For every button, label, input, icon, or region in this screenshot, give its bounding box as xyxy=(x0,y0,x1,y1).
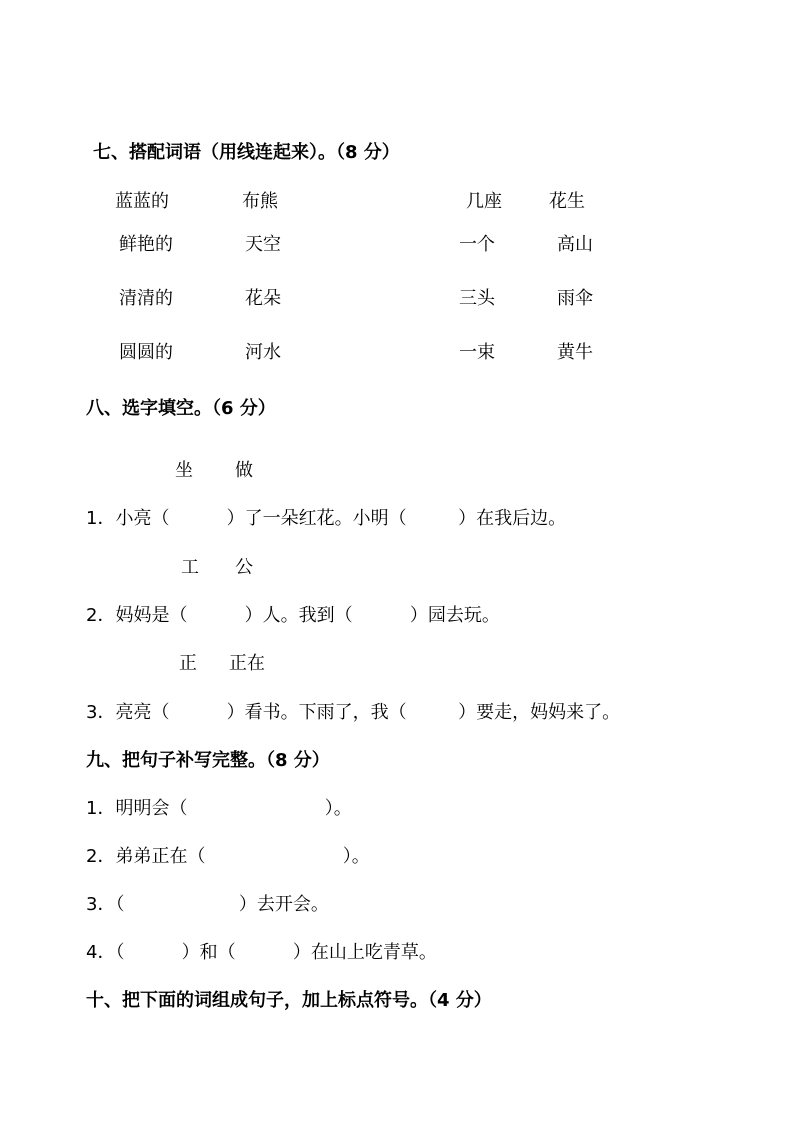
match-word-measure-1: 几座 xyxy=(466,191,502,212)
match-word-adj-3: 清清的 xyxy=(119,288,173,309)
complete-sentence-2: 2．弟弟正在（ ）。 xyxy=(86,846,370,867)
complete-sentence-1: 1．明明会（ ）。 xyxy=(86,798,352,819)
match-word-adj-2: 鲜艳的 xyxy=(119,234,173,255)
q3-option-a: 正 xyxy=(179,653,197,674)
match-word-noun-3: 花朵 xyxy=(245,288,281,309)
match-word-measure-2: 一个 xyxy=(459,234,495,255)
match-word-measure-3: 三头 xyxy=(459,288,495,309)
match-word-adj-1: 蓝蓝的 xyxy=(115,191,169,212)
complete-sentence-3: 3．（ ）去开会。 xyxy=(86,894,329,915)
q3-sentence: 3．亮亮（ ）看书。下雨了，我（ ）要走，妈妈来了。 xyxy=(86,702,621,723)
section9-heading: 九、把句子补写完整。（8 分） xyxy=(86,750,330,771)
q1-sentence: 1．小亮（ ）了一朵红花。小明（ ）在我后边。 xyxy=(86,508,567,529)
section8-heading: 八、选字填空。（6 分） xyxy=(86,398,276,419)
match-word-measure-4: 一束 xyxy=(459,342,495,363)
section10-heading: 十、把下面的词组成句子，加上标点符号。（4 分） xyxy=(86,990,492,1011)
q3-option-b: 正在 xyxy=(229,653,265,674)
match-word-object-3: 雨伞 xyxy=(557,288,593,309)
match-word-noun-1: 布熊 xyxy=(242,191,278,212)
q2-sentence: 2．妈妈是（ ）人。我到（ ）园去玩。 xyxy=(86,605,500,626)
match-word-noun-2: 天空 xyxy=(245,234,281,255)
section7-heading: 七、搭配词语（用线连起来）。（8 分） xyxy=(93,142,400,163)
q2-option-b: 公 xyxy=(235,557,253,578)
q1-option-a: 坐 xyxy=(175,460,193,481)
match-word-noun-4: 河水 xyxy=(245,342,281,363)
q2-option-a: 工 xyxy=(181,557,199,578)
match-word-object-2: 高山 xyxy=(557,234,593,255)
match-word-object-4: 黄牛 xyxy=(557,342,593,363)
match-word-object-1: 花生 xyxy=(549,191,585,212)
q1-option-b: 做 xyxy=(235,460,253,481)
complete-sentence-4: 4．（ ）和（ ）在山上吃青草。 xyxy=(86,942,437,963)
match-word-adj-4: 圆圆的 xyxy=(119,342,173,363)
